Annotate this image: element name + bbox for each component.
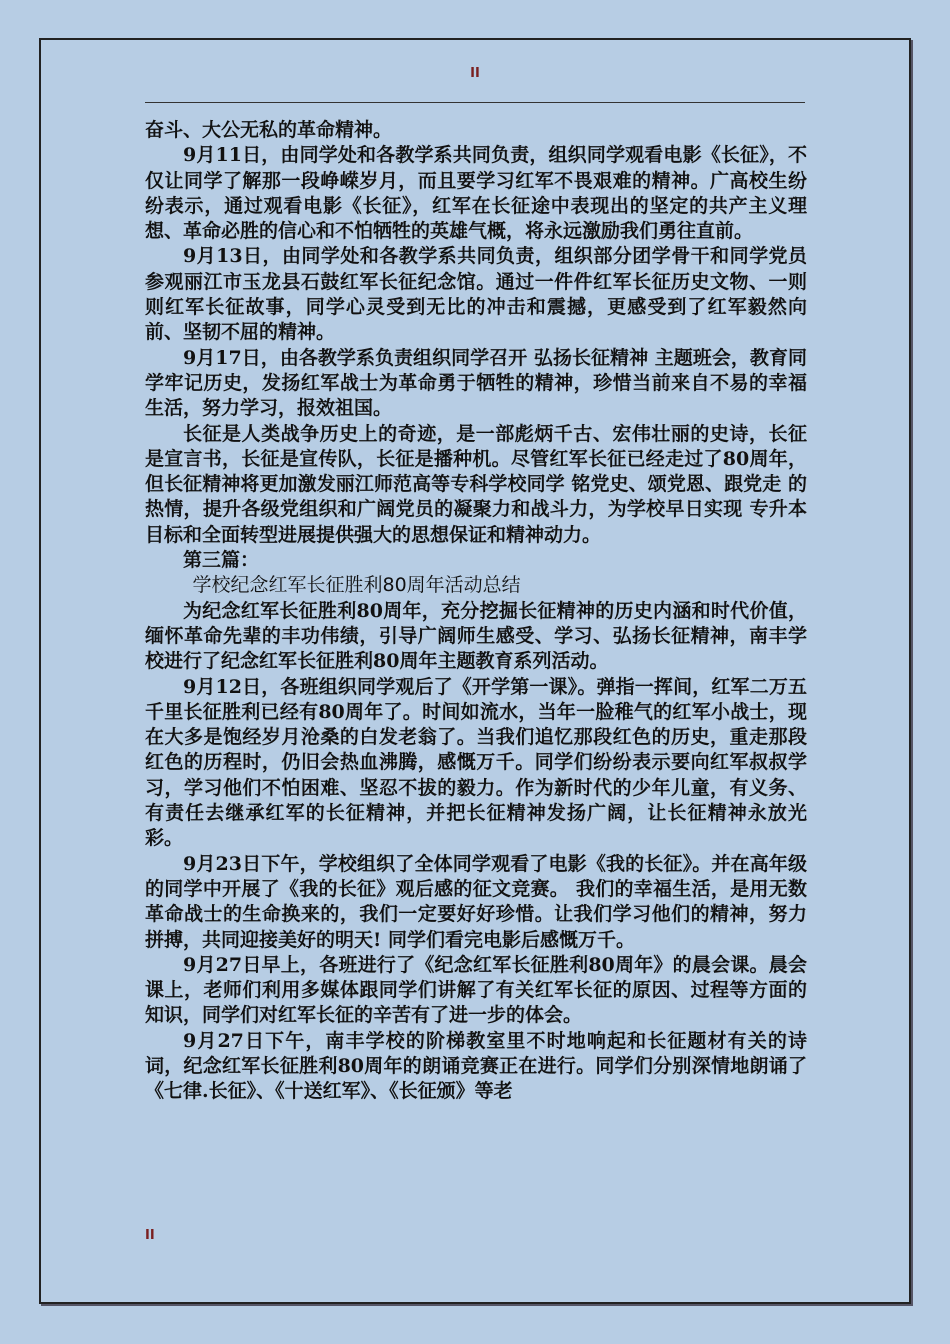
paragraph: 为纪念红军长征胜利80周年，充分挖掘长征精神的历史内涵和时代价值，缅怀革命先辈的丰功伟绩，引导广阔师生感受、学习、弘扬长征精神，南丰学校进行了纪念红军长征胜利80周年主题教育系列活动。 xyxy=(145,599,807,673)
paragraph: 9月11日，由同学处和各教学系共同负责，组织同学观看电影《长征》，不仅让同学了解那一段峥嵘岁月，而且要学习红军不畏艰难的精神。广高校生纷纷表示，通过观看电影《长征》，红军在长征途中表现出的坚定的共产主义理想、革命必胜的信心和不怕牺牲的英雄气概，将永远激励我们勇往直前。 xyxy=(145,144,807,243)
paragraph: 9月13日，由同学处和各教学系共同负责，组织部分团学骨干和同学党员参观丽江市玉龙县石鼓红军长征纪念馆。通过一件件红军长征历史文物、一则则红军长征故事，同学心灵受到无比的冲击和震撼，更感受到了红军毅然向前、坚韧不屈的精神。 xyxy=(145,245,807,344)
paragraph-continuation: 奋斗、大公无私的革命精神。 xyxy=(145,119,393,141)
paragraph: 9月23日下午，学校组织了全体同学观看了电影《我的长征》。并在高年级的同学中开展了《我的长征》观后感的征文竞赛。 我们的幸福生活，是用无数革命战士的生命换来的，我们一定要好好珍惜。让我们学习他们的精神，努力拼搏，共同迎接美好的明天! 同学们看完电影后感慨万千。 xyxy=(145,852,807,951)
header-mark: II xyxy=(470,66,480,81)
paragraph: 9月12日，各班组织同学观后了《开学第一课》。弹指一挥间，红军二万五千里长征胜利已经有80周年了。时间如流水，当年一脸稚气的红军小战士，现在大多是饱经岁月沧桑的白发老翁了。当我们追忆那段红色的历史，重走那段红色的历程时，仍旧会热血沸腾，感慨万千。同学们纷纷表示要向红军叔叔学习，学习他们不怕困难、坚忍不拔的毅力。作为新时代的少年儿童，有义务、有责任去继承红军的长征精神，并把长征精神发扬广阔，让长征精神永放光彩。 xyxy=(145,675,807,850)
footer-mark: II xyxy=(145,1228,155,1243)
article-title: 学校纪念红军长征胜利80周年活动总结 xyxy=(192,574,521,597)
section-heading: 第三篇： xyxy=(183,549,260,572)
paragraph: 9月17日，由各教学系负责组织同学召开 弘扬长征精神 主题班会，教育同学牢记历史，发扬红军战士为革命勇于牺牲的精神，珍惜当前来自不易的幸福生活，努力学习，报效祖国。 xyxy=(145,346,807,420)
header-rule xyxy=(145,102,805,103)
paragraph: 9月27日下午，南丰学校的阶梯教室里不时地响起和长征题材有关的诗词，纪念红军长征胜利80周年的朗诵竞赛正在进行。同学们分别深情地朗诵了《七律.长征》、《十送红军》、《长征颁》等老 xyxy=(145,1029,807,1103)
paragraph: 9月27日早上，各班进行了《纪念红军长征胜利80周年》的晨会课。晨会课上，老师们利用多媒体跟同学们讲解了有关红军长征的原因、过程等方面的知识，同学们对红军长征的辛苦有了进一步的体会。 xyxy=(145,953,807,1027)
document-body xyxy=(145,118,807,1105)
paragraph: 长征是人类战争历史上的奇迹，是一部彪炳千古、宏伟壮丽的史诗，长征是宣言书，长征是宣传队，长征是播种机。尽管红军长征已经走过了80周年，但长征精神将更加激发丽江师范高等专科学校同学 铭党史、颂党恩、跟党走 的热情，提升各级党组织和广阔党员的凝聚力和战斗力，为学校早日实现 专升本 目标和全面转型进展提供强大的思想保证和精神动力。 xyxy=(145,422,807,546)
